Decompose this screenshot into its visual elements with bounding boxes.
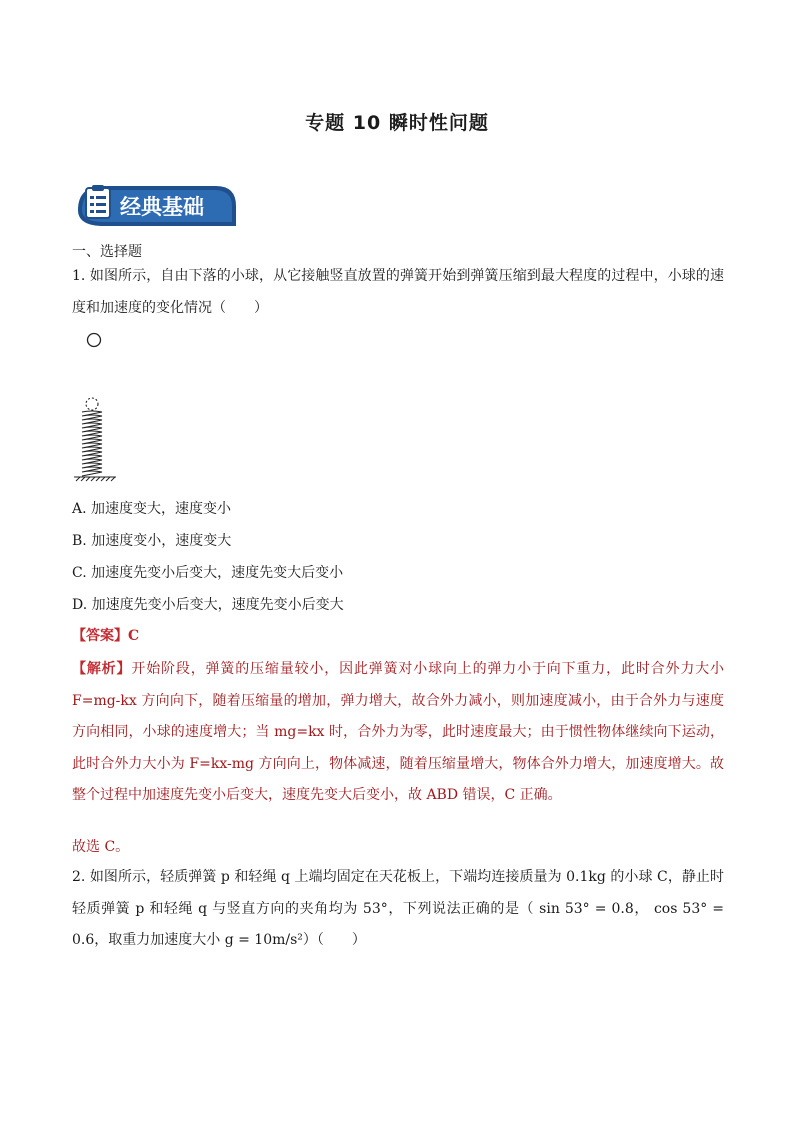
answer-label: 【答案】C: [72, 628, 140, 644]
question-1-text: 1. 如图所示，自由下落的小球，从它接触竖直放置的弹簧开始到弹簧压缩到最大程度的过程中，小球的速度和加速度的变化情况（ ）: [72, 268, 724, 316]
option-a: A. 加速度变大，速度变小: [72, 501, 232, 517]
ground-icon: [74, 477, 116, 481]
ball-contact-icon: [86, 398, 98, 410]
analysis-text: 开始阶段，弹簧的压缩量较小，因此弹簧对小球向上的弹力小于向下重力，此时合外力大小 F=mg-kx 方向向下，随着压缩量的增加，弹力增大，故合外力减小，则加速度减小，由于合外力与速度方向相同，小球的速度增大；当 mg=kx 时，合外力为零，此时速度最大；由于惯性物体继续向下运动，此时合外力大小为 F=kx-mg 方向向上，物体减速，随着压缩量增大，物体合外力增大，加速度增大。故整个过程中加速度先变小后变大，速度先变大后变小，故 ABD 错误，C 正确。: [72, 661, 725, 803]
question-2-part2: ，取重力加速度大小: [94, 932, 221, 948]
option-d: D. 加速度先变小后变大，速度先变小后变大: [72, 597, 344, 613]
question-2-text: 2. 如图所示，轻质弹簧 p 和轻绳 q 上端均固定在天花板上，下端均连接质量为 0.1kg 的小球 C，静止时轻质弹簧 p 和轻绳 q 与竖直方向的夹角均为 53°，下列说法正确的是（ sin 53° = 0.8， cos 53° = 0.6，取重力加速度大小 g = 10m/s²）（ ）: [72, 869, 724, 948]
spring-icon: [82, 411, 102, 476]
section-banner: [76, 182, 238, 228]
cos-value: cos 53° = 0.6: [72, 900, 724, 948]
banner-label: 经典基础: [120, 195, 204, 219]
question-2-part3: ）（ ）: [302, 932, 366, 948]
option-c: C. 加速度先变小后变大，速度先变大后变小: [72, 565, 344, 581]
spring-ball-figure: [72, 326, 152, 486]
conclusion: 故选 C。: [72, 839, 130, 855]
section-heading: 一、选择题: [72, 244, 142, 260]
ball-icon: [88, 334, 101, 347]
gravity-value: g = 10m/s²: [224, 932, 303, 948]
analysis-block: [72, 654, 724, 812]
analysis-label: 【解析】: [72, 661, 132, 677]
sin-value: sin 53° = 0.8: [539, 900, 634, 917]
banner-shape: [76, 182, 238, 228]
question-2-part1: 2. 如图所示，轻质弹簧 p 和轻绳 q 上端均固定在天花板上，下端均连接质量为 0.1kg 的小球 C，静止时轻质弹簧 p 和轻绳 q 与竖直方向的夹角均为 53°，下列说法正确的是（: [72, 869, 724, 917]
page-title: 专题 10 瞬时性问题: [305, 112, 489, 134]
clipboard-icon: [86, 185, 110, 218]
option-b: B. 加速度变小，速度变大: [72, 533, 232, 549]
